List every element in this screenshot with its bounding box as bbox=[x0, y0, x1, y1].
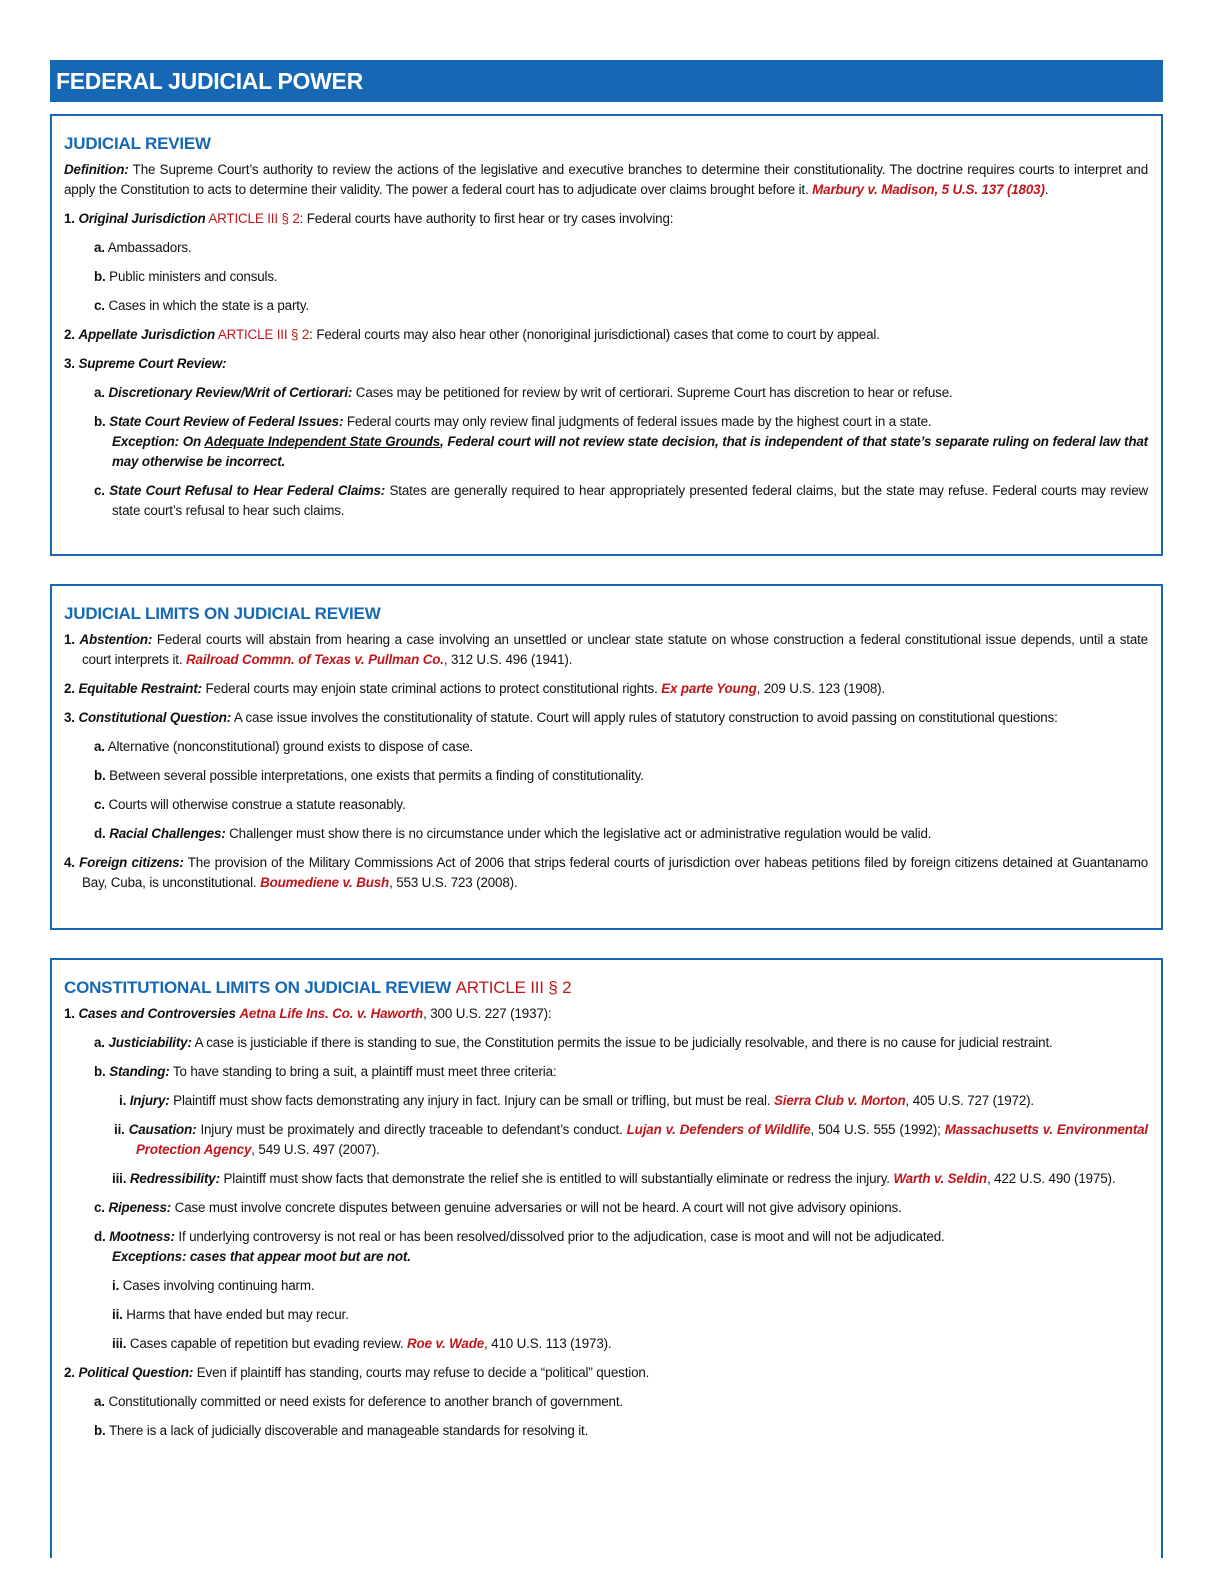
list-item: 3. Supreme Court Review: bbox=[64, 356, 227, 371]
case-citation: Railroad Commn. of Texas v. Pullman Co. bbox=[186, 652, 444, 667]
list-item: b. Public ministers and consuls. bbox=[94, 269, 278, 284]
list-item: ii. Harms that have ended but may recur. bbox=[112, 1307, 349, 1322]
definition-paragraph: Definition: The Supreme Court’s authority to review the actions of the legislative and executive branches to determine their constitutionality. The doctrine requires courts to interpret and apply the Constitution to acts to determine their validity. The power a federal court has to adjudicate over claims brought before it. Marbury v. Madison, 5 U.S. 137 (1803). bbox=[64, 162, 1148, 197]
section-judicial-limits bbox=[50, 584, 1163, 930]
case-citation: Sierra Club v. Morton bbox=[774, 1093, 906, 1108]
list-item: d. Mootness: If underlying controversy is not real or has been resolved/dissolved prior to the adjudication, case is moot and will not be adjudicated. bbox=[94, 1229, 945, 1244]
section-judicial-review bbox=[50, 114, 1163, 556]
case-citation: Ex parte Young bbox=[661, 681, 757, 696]
list-item: a. Alternative (nonconstitutional) ground exists to dispose of case. bbox=[94, 739, 474, 754]
list-item: d. Racial Challenges: Challenger must show there is no circumstance under which the legislative act or administrative regulation would be valid. bbox=[94, 826, 932, 841]
list-item: ii. Causation: Injury must be proximately and directly traceable to defendant’s conduct. Lujan v. Defenders of Wildlife, 504 U.S. 555 (1992); Massachusetts v. Environmental Protection Agency, 549 U.S. 497 (2007). bbox=[114, 1122, 1148, 1157]
section-heading: JUDICIAL REVIEW bbox=[64, 134, 211, 153]
article-ref: ARTICLE III § 2 bbox=[208, 211, 300, 226]
list-item: 2. Political Question: Even if plaintiff has standing, courts may refuse to decide a “political” question. bbox=[64, 1365, 650, 1380]
case-citation: Lujan v. Defenders of Wildlife bbox=[626, 1122, 811, 1137]
list-item: a. Ambassadors. bbox=[94, 240, 192, 255]
list-item: 1. Cases and Controversies Aetna Life Ins. Co. v. Haworth, 300 U.S. 227 (1937): bbox=[64, 1006, 552, 1021]
list-item: a. Justiciability: A case is justiciable if there is standing to sue, the Constitution permits the issue to be judicially resolvable, and there is no cause for judicial restraint. bbox=[94, 1035, 1053, 1050]
case-citation: Roe v. Wade bbox=[407, 1336, 485, 1351]
list-item: 1. Original Jurisdiction ARTICLE III § 2: Federal courts have authority to first hear or try cases involving: bbox=[64, 211, 674, 226]
section-heading: JUDICIAL LIMITS ON JUDICIAL REVIEW bbox=[64, 604, 381, 623]
list-item: 3. Constitutional Question: A case issue involves the constitutionality of statute. Court will apply rules of statutory construction to avoid passing on constitutional questions: bbox=[64, 710, 1058, 725]
list-item: iii. Redressibility: Plaintiff must show facts that demonstrate the relief she is entitled to will substantially eliminate or redress the injury. Warth v. Seldin, 422 U.S. 490 (1975). bbox=[112, 1171, 1116, 1186]
article-ref: ARTICLE III § 2 bbox=[217, 327, 310, 342]
list-item: c. Courts will otherwise construe a statute reasonably. bbox=[94, 797, 406, 812]
exception-note: Exception: On Adequate Independent State Grounds, Federal court will not review state decision, that is independent of that state’s separate ruling on federal law that may otherwise be incorrect. bbox=[112, 434, 1148, 469]
list-item: c. Cases in which the state is a party. bbox=[94, 298, 309, 313]
list-item: i. Cases involving continuing harm. bbox=[112, 1278, 315, 1293]
list-item: b. Between several possible interpretations, one exists that permits a finding of constitutionality. bbox=[94, 768, 644, 783]
case-citation: Warth v. Seldin bbox=[893, 1171, 987, 1186]
case-citation: Massachusetts v. Environmental Protection Agency bbox=[136, 1122, 1148, 1157]
list-item: i. Injury: Plaintiff must show facts demonstrating any injury in fact. Injury can be small or trifling, but must be real. Sierra Club v. Morton, 405 U.S. 727 (1972). bbox=[119, 1093, 1035, 1108]
list-item: b. State Court Review of Federal Issues: Federal courts may only review final judgments of federal issues made by the highest court in a state. bbox=[94, 414, 932, 429]
page-title: FEDERAL JUDICIAL POWER bbox=[50, 60, 1163, 102]
list-item: 4. Foreign citizens: The provision of the Military Commissions Act of 2006 that strips federal courts of jurisdiction over habeas petitions filed by foreign citizens detained at Guantanamo Bay, Cuba, is unconstitutional. Boumediene v. Bush, 553 U.S. 723 (2008). bbox=[64, 855, 1149, 890]
definition-label: Definition: bbox=[64, 162, 129, 177]
case-citation: Aetna Life Ins. Co. v. Haworth bbox=[239, 1006, 424, 1021]
list-item: c. State Court Refusal to Hear Federal Claims: States are generally required to hear appropriately presented federal claims, but the state may refuse. Federal courts may review state court’s refusal to hear such claims. bbox=[94, 483, 1149, 518]
list-item: a. Constitutionally committed or need exists for deference to another branch of government. bbox=[94, 1394, 623, 1409]
list-item: iii. Cases capable of repetition but evading review. Roe v. Wade, 410 U.S. 113 (1973). bbox=[112, 1336, 612, 1351]
article-ref: ARTICLE III § 2 bbox=[455, 978, 572, 997]
case-citation: Boumediene v. Bush bbox=[260, 875, 390, 890]
case-citation: Marbury v. Madison, 5 U.S. 137 (1803) bbox=[812, 182, 1045, 197]
section-heading: CONSTITUTIONAL LIMITS ON JUDICIAL REVIEW ARTICLE III § 2 bbox=[64, 978, 572, 997]
section-constitutional-limits bbox=[50, 958, 1163, 1558]
list-item: a. Discretionary Review/Writ of Certiorari: Cases may be petitioned for review by writ of certiorari. Supreme Court has discretion to hear or refuse. bbox=[94, 385, 953, 400]
list-item: 1. Abstention: Federal courts will abstain from hearing a case involving an unsettled or unclear state statute on whose construction a federal constitutional issue depends, until a state court interprets it. Railroad Commn. of Texas v. Pullman Co., 312 U.S. 496 (1941). bbox=[64, 632, 1148, 667]
list-item: c. Ripeness: Case must involve concrete disputes between genuine adversaries or will not be heard. A court will not give advisory opinions. bbox=[94, 1200, 902, 1215]
exception-note: Exceptions: cases that appear moot but are not. bbox=[112, 1249, 411, 1264]
list-item: 2. Equitable Restraint: Federal courts may enjoin state criminal actions to protect constitutional rights. Ex parte Young, 209 U.S. 123 (1908). bbox=[64, 681, 886, 696]
list-item: 2. Appellate Jurisdiction ARTICLE III § 2: Federal courts may also hear other (nonoriginal jurisdictional) cases that come to court by appeal. bbox=[64, 327, 880, 342]
list-item: b. There is a lack of judicially discoverable and manageable standards for resolving it. bbox=[94, 1423, 589, 1438]
list-item: b. Standing: To have standing to bring a suit, a plaintiff must meet three criteria: bbox=[94, 1064, 557, 1079]
